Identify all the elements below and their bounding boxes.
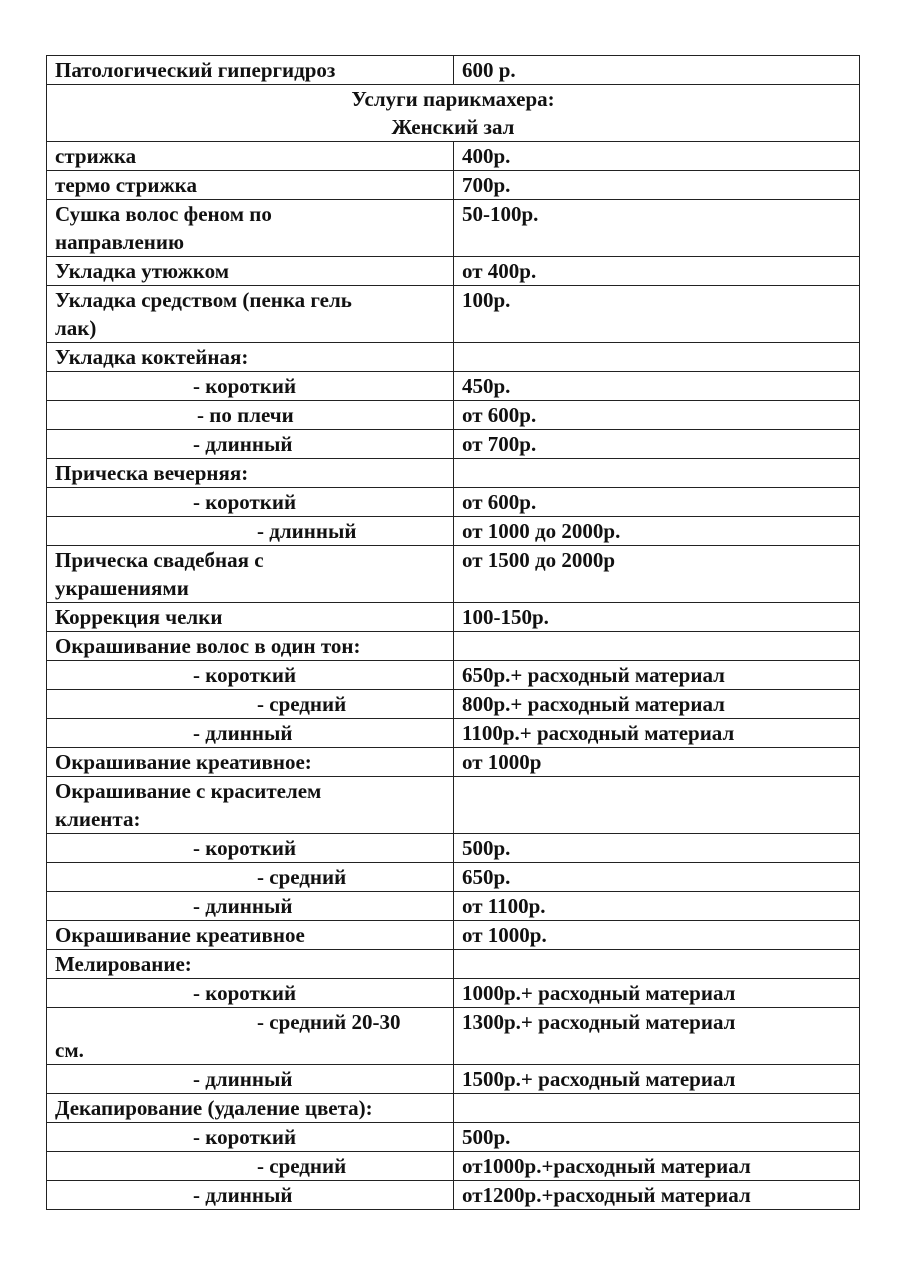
price-cell: 100р. [454,286,860,343]
service-cell: - средний [47,863,454,892]
service-cell: термо стрижка [47,171,454,200]
price-cell [454,1094,860,1123]
service-cell: - длинный [47,719,454,748]
service-cell: Укладка утюжком [47,257,454,286]
price-cell [454,777,860,834]
price-cell: 700р. [454,171,860,200]
service-cell: Мелирование: [47,950,454,979]
table-row [47,1008,860,1065]
table-row [47,56,860,85]
table-row [47,661,860,690]
price-cell: 1100р.+ расходный материал [454,719,860,748]
service-cell: - по плечи [47,401,454,430]
table-row [47,401,860,430]
service-cell: - длинный [47,430,454,459]
price-cell: 500р. [454,1123,860,1152]
table-row [47,979,860,1008]
price-cell [454,343,860,372]
service-cell: - короткий [47,1123,454,1152]
service-cell: - средний [47,690,454,719]
service-cell-text: - средний 20-30 см. [55,1010,401,1062]
table-row [47,603,860,632]
table-row [47,1123,860,1152]
table-row [47,286,860,343]
service-cell: - короткий [47,834,454,863]
table-row [47,343,860,372]
service-cell: Декапирование (удаление цвета): [47,1094,454,1123]
price-cell: от 1500 до 2000р [454,546,860,603]
service-cell: - длинный [47,1065,454,1094]
table-row [47,488,860,517]
table-row [47,834,860,863]
price-cell: 650р. [454,863,860,892]
table-row [47,1181,860,1210]
price-cell: от 600р. [454,401,860,430]
service-cell: Прическа свадебная с украшениями [47,546,454,603]
price-cell: 450р. [454,372,860,401]
price-cell [454,459,860,488]
service-cell: Укладка средством (пенка гель лак) [47,286,454,343]
service-cell: Укладка коктейная: [47,343,454,372]
service-cell: Окрашивание креативное [47,921,454,950]
section-header-row [47,85,860,142]
price-cell: от 1100р. [454,892,860,921]
service-cell: Коррекция челки [47,603,454,632]
table-row [47,372,860,401]
price-cell: 400р. [454,142,860,171]
service-cell: Окрашивание волос в один тон: [47,632,454,661]
service-cell: Патологический гипергидроз [47,56,454,85]
price-cell: от1000р.+расходный материал [454,1152,860,1181]
table-row [47,1152,860,1181]
table-row [47,517,860,546]
service-cell: Прическа вечерняя: [47,459,454,488]
price-list-page [46,55,860,1210]
table-row [47,863,860,892]
table-row [47,459,860,488]
price-table [46,55,860,1210]
price-cell: 50-100р. [454,200,860,257]
table-row [47,1065,860,1094]
service-cell: - длинный [47,1181,454,1210]
price-cell: от 400р. [454,257,860,286]
section-subtitle: Женский зал [391,115,515,139]
service-cell: Сушка волос феном по направлению [47,200,454,257]
table-row [47,1094,860,1123]
table-row [47,777,860,834]
price-cell: 600 р. [454,56,860,85]
table-row [47,690,860,719]
service-cell: стрижка [47,142,454,171]
table-row [47,171,860,200]
section-header [47,85,860,142]
service-cell: - длинный [47,892,454,921]
table-row [47,142,860,171]
service-cell: - короткий [47,661,454,690]
service-cell: - длинный [47,517,454,546]
price-cell: от 1000р [454,748,860,777]
price-cell: от 600р. [454,488,860,517]
service-cell: - средний [47,1152,454,1181]
price-cell: от 1000 до 2000р. [454,517,860,546]
service-cell [47,1008,454,1065]
service-cell: Окрашивание с красителем клиента: [47,777,454,834]
table-row [47,430,860,459]
price-cell [454,950,860,979]
price-cell: от 1000р. [454,921,860,950]
table-row [47,632,860,661]
price-cell: 1500р.+ расходный материал [454,1065,860,1094]
price-cell: 100-150р. [454,603,860,632]
service-cell: Окрашивание креативное: [47,748,454,777]
table-row [47,950,860,979]
service-cell: - короткий [47,372,454,401]
table-row [47,921,860,950]
table-row [47,748,860,777]
price-cell: 1000р.+ расходный материал [454,979,860,1008]
table-row [47,200,860,257]
price-cell: от1200р.+расходный материал [454,1181,860,1210]
price-cell: 800р.+ расходный материал [454,690,860,719]
price-cell: 650р.+ расходный материал [454,661,860,690]
table-row [47,719,860,748]
price-cell [454,632,860,661]
section-title: Услуги парикмахера: [351,87,555,111]
table-row [47,257,860,286]
price-cell: 1300р.+ расходный материал [454,1008,860,1065]
table-row [47,546,860,603]
table-row [47,892,860,921]
price-cell: от 700р. [454,430,860,459]
service-cell: - короткий [47,979,454,1008]
price-cell: 500р. [454,834,860,863]
service-cell: - короткий [47,488,454,517]
